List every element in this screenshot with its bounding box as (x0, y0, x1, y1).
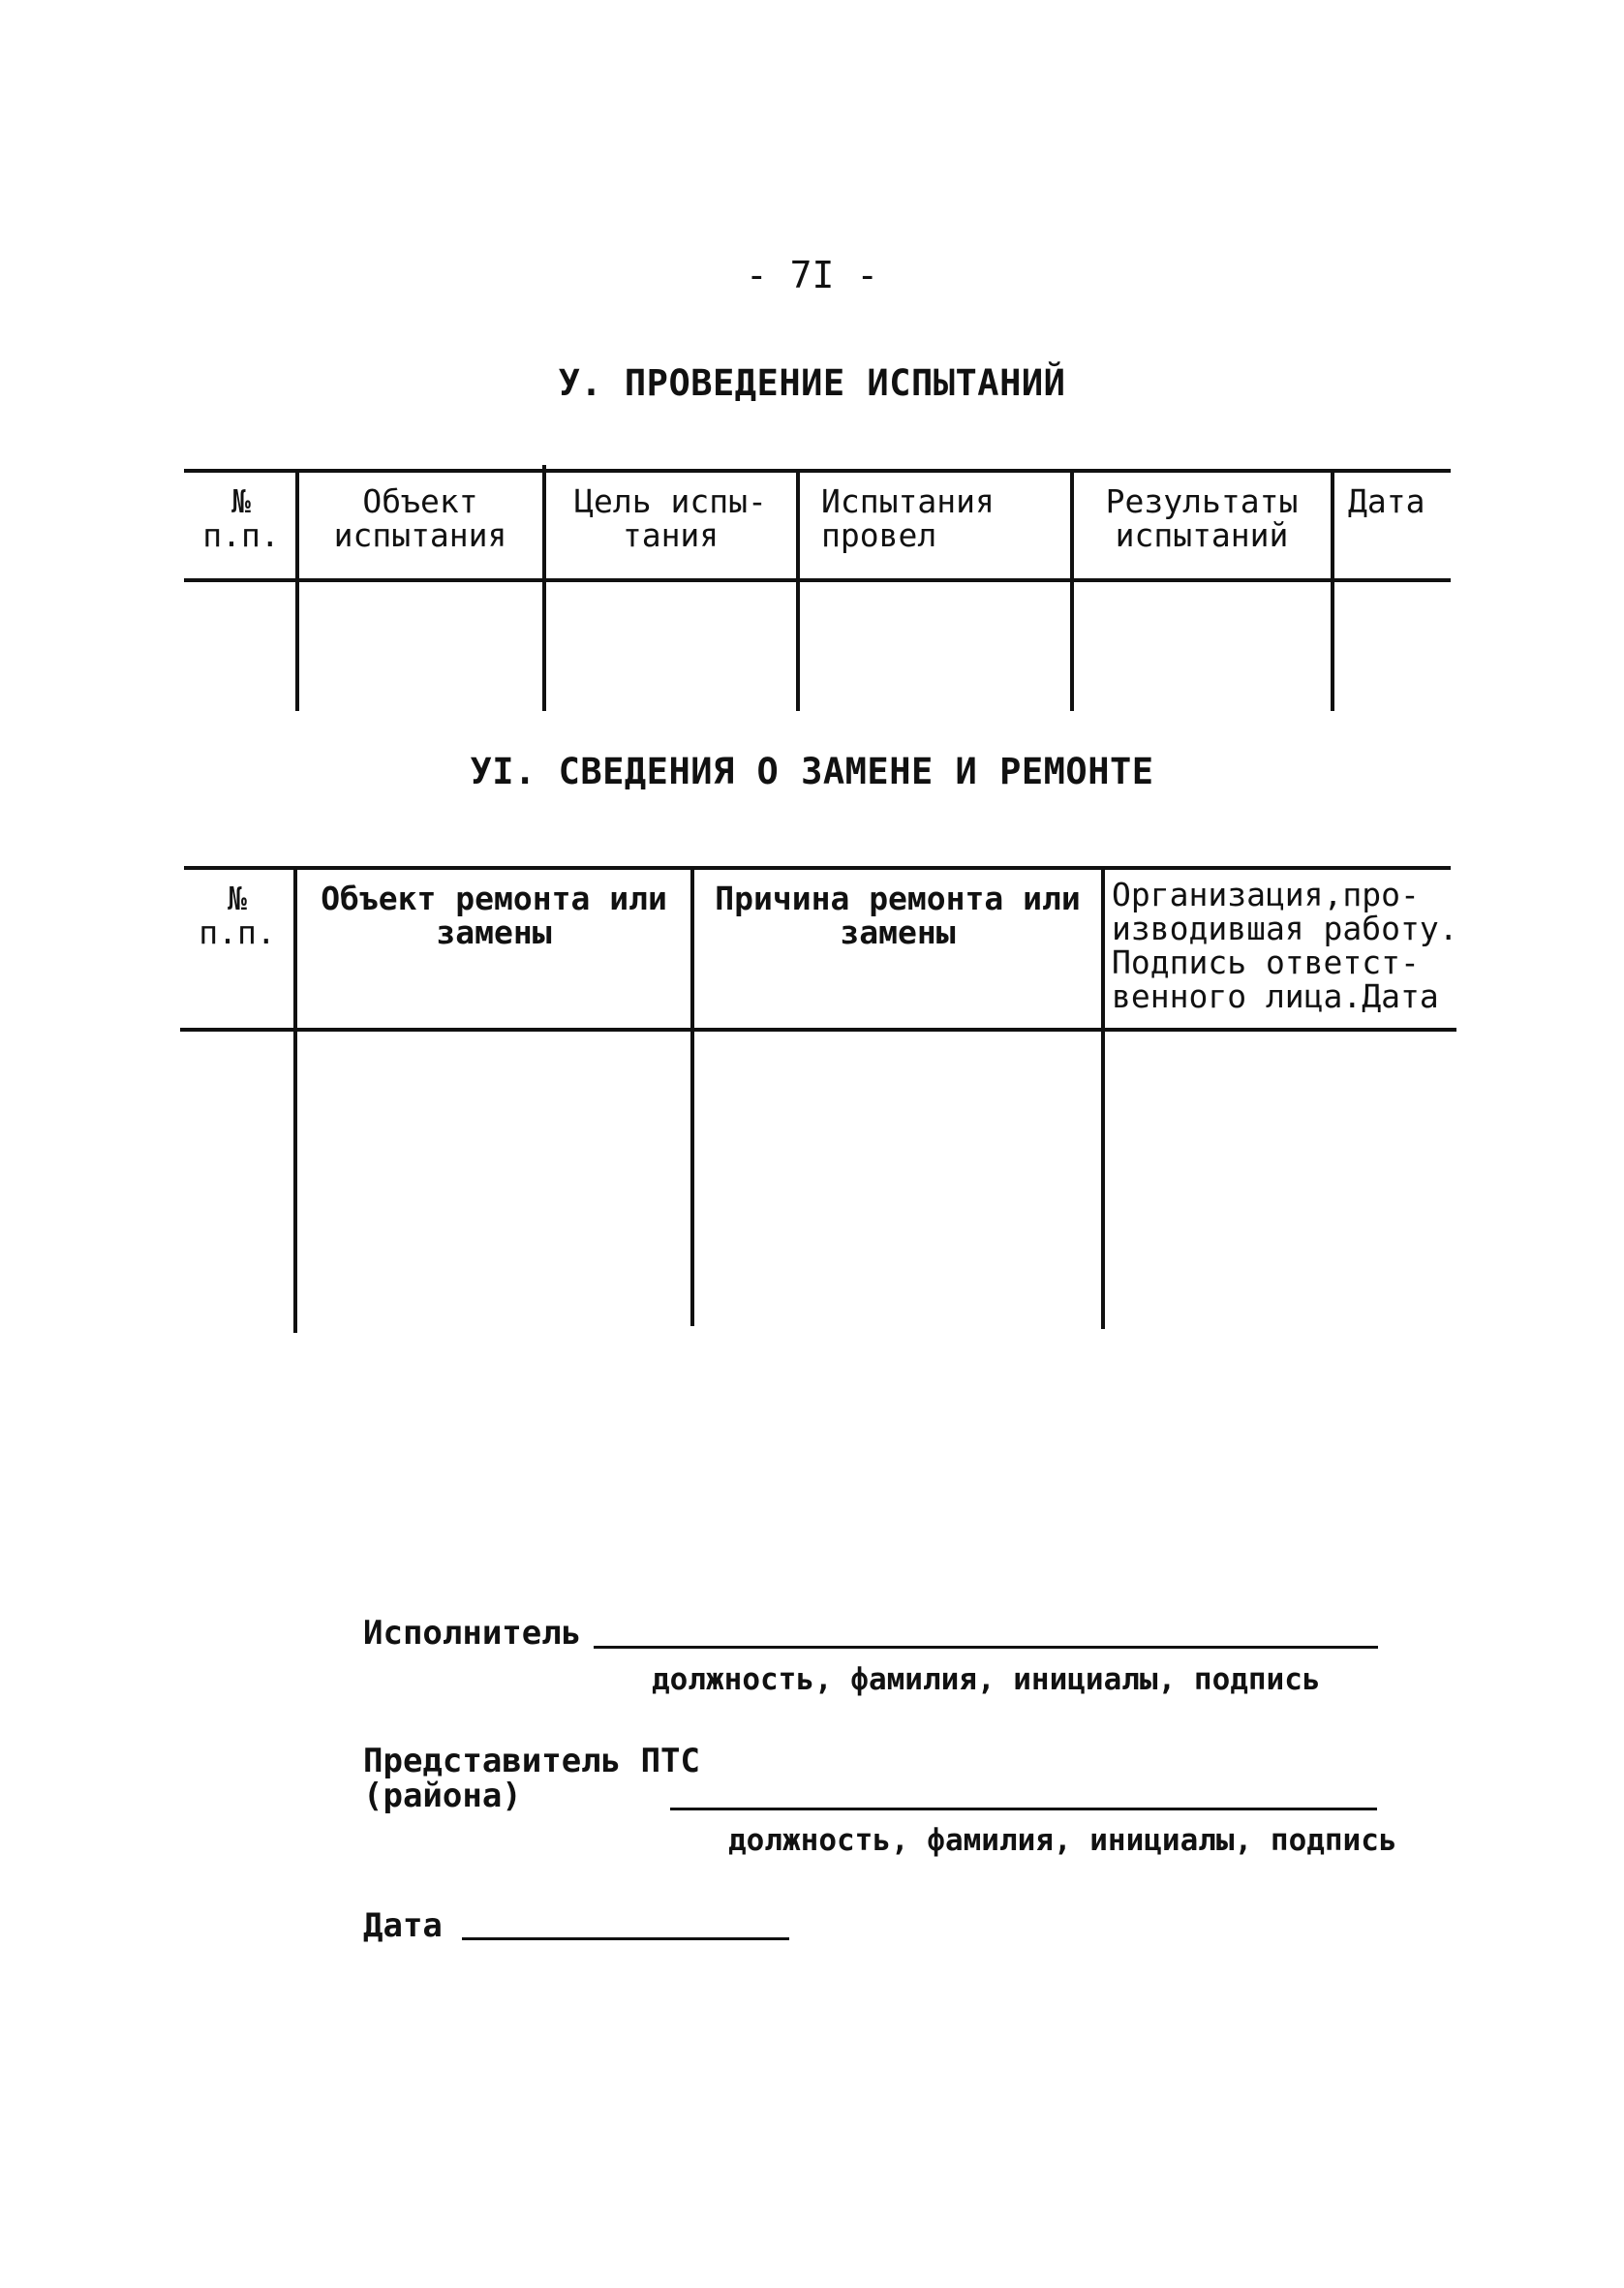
tests-header-number: № п.п. (202, 482, 280, 554)
tests-table-col-divider (1070, 469, 1074, 711)
repair-header-reason: Причина ремонта или замены (715, 880, 1081, 951)
date-line[interactable] (462, 1937, 789, 1940)
tests-header-object: Объект испытания (333, 482, 507, 554)
repair-table-col-divider (1101, 866, 1105, 1329)
tests-table-col-divider (1331, 469, 1334, 711)
executor-hint: должность, фамилия, инициалы, подпись (652, 1662, 1321, 1697)
tests-table-top-border (184, 469, 1451, 473)
date-label: Дата (363, 1906, 443, 1945)
tests-table-col-divider (542, 465, 546, 711)
section-5-title: У. ПРОВЕДЕНИЕ ИСПЫТАНИЙ (558, 362, 1066, 404)
repair-header-organization: Организация,про- изводившая работу. Подпись ответст- венного лица.Дата (1112, 876, 1458, 1015)
repair-table-header-border (180, 1028, 1456, 1032)
tests-header-conducted-by: Испытания провел (821, 482, 995, 554)
repair-header-object: Объект ремонта или замены (321, 880, 667, 951)
tests-header-purpose: Цель испы- тания (574, 482, 767, 554)
tests-header-results: Результаты испытаний (1105, 482, 1299, 554)
executor-label: Исполнитель (363, 1614, 582, 1653)
pts-representative-label: Представитель ПТС (района) (363, 1742, 700, 1815)
repair-table-col-divider (690, 866, 694, 1326)
repair-table-top-border (184, 866, 1451, 870)
repair-table-col-divider (293, 866, 297, 1333)
pts-signature-line[interactable] (670, 1808, 1377, 1810)
tests-table-col-divider (796, 469, 800, 711)
pts-hint: должность, фамилия, инициалы, подпись (728, 1823, 1397, 1858)
page-number: - 7I - (745, 254, 879, 296)
repair-header-number: № п.п. (199, 880, 276, 951)
section-6-title: УI. СВЕДЕНИЯ О ЗАМЕНЕ И РЕМОНТЕ (470, 751, 1154, 792)
tests-table-col-divider (295, 469, 299, 711)
tests-table-header-border (184, 578, 1451, 582)
tests-header-date: Дата (1348, 482, 1425, 520)
executor-signature-line[interactable] (594, 1646, 1378, 1649)
